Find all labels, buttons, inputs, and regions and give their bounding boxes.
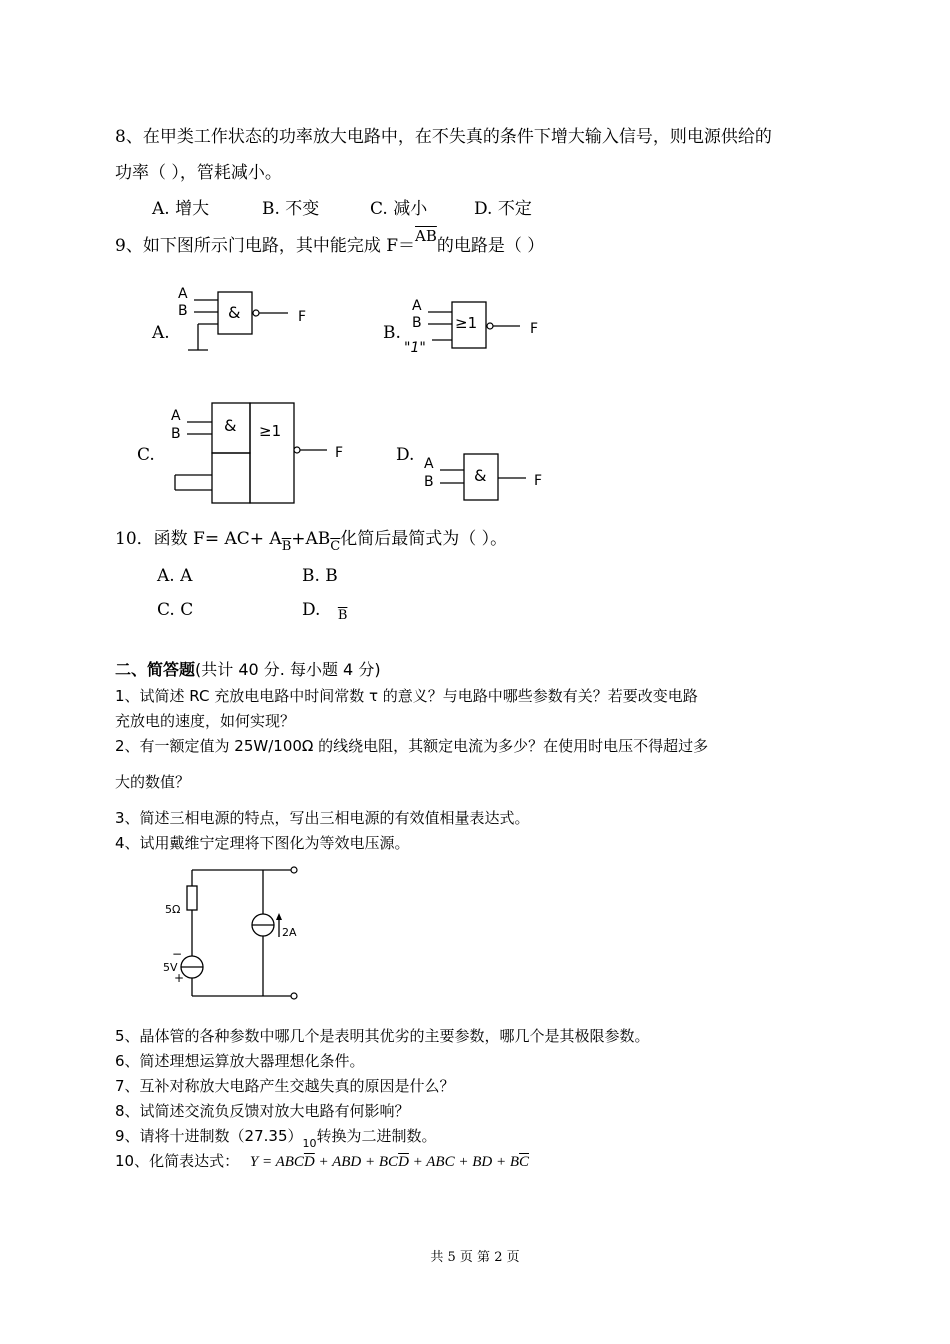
- q10-mid: +AB: [291, 529, 331, 549]
- q9-text: [115, 227, 545, 256]
- s2-q5: 5、晶体管的各种参数中哪几个是表明其优劣的主要参数，哪几个是其极限参数。: [115, 1027, 650, 1045]
- gate-c-output-label: F: [335, 445, 344, 461]
- gate-c-or-symbol: ≥1: [259, 422, 282, 440]
- gate-a-input-b-label: B: [178, 303, 188, 319]
- gate-d-output-label: F: [534, 473, 543, 489]
- section2-note: (共计 40 分. 每小题 4 分): [195, 660, 381, 679]
- s2-q8: 8、试简述交流负反馈对放大电路有何影响？: [115, 1102, 410, 1120]
- gate-a-symbol: &: [228, 303, 241, 322]
- or-gate-c: [250, 403, 294, 503]
- q9-prefix: 9、如下图所示门电路，其中能完成 F＝: [115, 236, 416, 256]
- q9-label-c: C.: [137, 445, 155, 465]
- expr-part-3: + ABC + BD + B: [408, 1154, 519, 1170]
- resistor-5ohm: [187, 886, 197, 910]
- gate-b-one-label: "1": [404, 340, 426, 356]
- q10-option-d-bar: B: [337, 608, 348, 623]
- gate-b-input-a-label: A: [412, 298, 422, 314]
- expr-part-1: Y = ABC: [249, 1154, 304, 1170]
- simplify-expression: [250, 1154, 529, 1170]
- gate-diagram-b: [400, 290, 550, 365]
- inverter-bubble-icon: [487, 323, 493, 329]
- s2-q1-line2: 充放电的速度，如何实现？: [115, 712, 296, 730]
- q9-label-d: D.: [396, 445, 415, 465]
- s2-q10-prefix: 10、化简表达式：: [115, 1152, 240, 1170]
- expr-part-2: + ABD + BC: [314, 1154, 399, 1170]
- s2-q10: [115, 1151, 529, 1172]
- gate-a-output-label: F: [298, 309, 307, 325]
- gate-b-output-label: F: [530, 321, 539, 337]
- s2-q6: 6、简述理想运算放大器理想化条件。: [115, 1052, 365, 1070]
- s2-q9-suffix: 转换为二进制数。: [316, 1127, 437, 1145]
- q8-option-d: D. 不定: [474, 199, 532, 219]
- q10-option-d: [302, 600, 347, 622]
- q8-option-a: A. 增大: [152, 199, 210, 219]
- q9-label-b: B.: [383, 323, 401, 343]
- q10-option-a: A. A: [157, 566, 193, 586]
- gate-a-input-a-label: A: [178, 286, 188, 302]
- expr-c-bar: $\overline{C}$: [519, 1154, 530, 1170]
- gate-d-symbol: &: [474, 466, 487, 485]
- q10-b-bar: B: [281, 539, 292, 554]
- expr-d-bar-1: $\overline{D}$: [303, 1154, 315, 1170]
- section2-title: 二、简答题: [115, 660, 196, 679]
- gate-d-input-b-label: B: [424, 474, 434, 490]
- q10-option-c: C. C: [157, 600, 194, 620]
- q10-prefix: 10．函数 F= AC+ A: [115, 529, 282, 549]
- s2-q3: 3、简述三相电源的特点，写出三相电源的有效值相量表达式。: [115, 809, 530, 827]
- voltage-plus: +: [174, 971, 185, 985]
- inverter-bubble-icon: [294, 447, 300, 453]
- s2-q1-line1: 1、试简述 RC 充放电电路中时间常数 τ 的意义？与电路中哪些参数有关？若要改变电路: [115, 687, 698, 705]
- s2-q9: [115, 1126, 437, 1148]
- q9-suffix: 的电路是（ ）: [436, 236, 545, 256]
- s2-q9-subscript: 10: [302, 1137, 317, 1150]
- expr-d-bar-2: $\overline{D}$: [398, 1154, 409, 1170]
- s2-q2-line1: 2、有一额定值为 25W/100Ω 的线绕电阻，其额定电流为多少？在使用时电压不得超过多: [115, 737, 709, 755]
- gate-diagram-a: [170, 280, 320, 360]
- q10-c-bar: C: [330, 539, 341, 554]
- q9-overbar-ab: $\overline{AB}$: [415, 227, 437, 245]
- q10-option-b: B. B: [302, 566, 338, 586]
- s2-q4: 4、试用戴维宁定理将下图化为等效电压源。: [115, 834, 410, 852]
- gate-diagram-c: [165, 398, 355, 508]
- q8-option-b: B. 不变: [262, 199, 320, 219]
- section2-heading: [115, 660, 381, 680]
- s2-q2-line2: 大的数值？: [115, 773, 191, 791]
- gate-c-input-a-label: A: [171, 408, 181, 424]
- q8-line1: 8、在甲类工作状态的功率放大电路中，在不失真的条件下增大输入信号，则电源供给的: [115, 127, 772, 147]
- terminal-bottom: [291, 993, 297, 999]
- gate-b-symbol: ≥1: [455, 314, 478, 332]
- voltage-minus: −: [172, 947, 183, 961]
- s2-q7: 7、互补对称放大电路产生交越失真的原因是什么？: [115, 1077, 455, 1095]
- gate-d-input-a-label: A: [424, 456, 434, 472]
- gate-c-and-symbol: &: [224, 416, 237, 435]
- q10-suffix: 化简后最简式为（ ）。: [340, 529, 508, 549]
- gate-c-input-b-label: B: [171, 426, 181, 442]
- inverter-bubble-icon: [253, 310, 259, 316]
- s2-q9-prefix: 9、请将十进制数（27.35）: [115, 1127, 303, 1145]
- q10-option-d-label: D.: [302, 600, 321, 620]
- q8-option-c: C. 减小: [370, 199, 428, 219]
- q10-text: [115, 529, 508, 554]
- current-label: 2A: [282, 926, 297, 939]
- circuit-diagram: [158, 862, 308, 1007]
- gate-b-input-b-label: B: [412, 315, 422, 331]
- terminal-top: [291, 867, 297, 873]
- page-footer: 共 5 页 第 2 页: [430, 1250, 520, 1265]
- voltage-label: 5V: [163, 961, 178, 974]
- q8-line2: 功率（ ），管耗减小。: [115, 163, 282, 183]
- q9-label-a: A.: [152, 323, 170, 343]
- resistor-label: 5Ω: [165, 903, 181, 916]
- gate-diagram-d: [418, 448, 558, 508]
